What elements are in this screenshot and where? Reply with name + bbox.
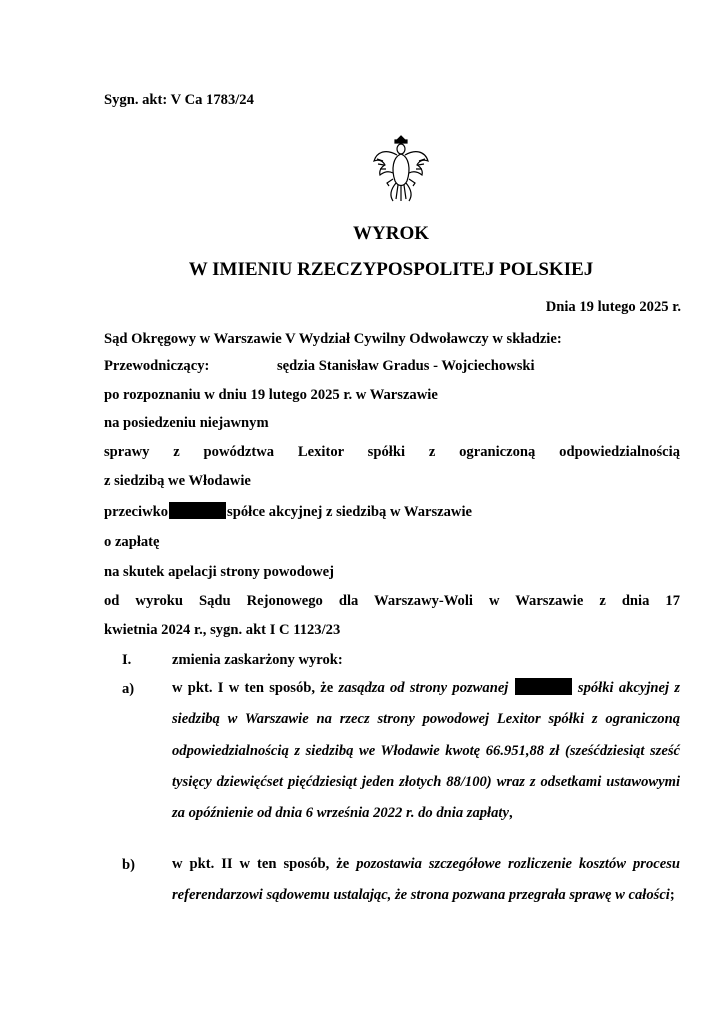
document-subtitle: W IMIENIU RZECZYPOSPOLITEJ POLSKIEJ (188, 259, 594, 280)
chair-label: Przewodniczący: (104, 358, 210, 374)
judgment-line-2: kwietnia 2024 r., sygn. akt I C 1123/23 (104, 622, 341, 638)
against-label: przeciwko (104, 504, 169, 520)
defendant-description: spółce akcyjnej z siedzibą w Warszawie (227, 504, 473, 520)
item-a-tail: , (508, 805, 513, 822)
item-b-italic-text: pozostawia szczegółowe rozliczenie kosztów procesu referendarzowi sądowemu ustalając, że strona pozwana przegrała sprawę w całości (172, 856, 680, 904)
item-a-italic-pre: zasądza od strony pozwanej (338, 680, 509, 696)
item-b-tail: ; (669, 887, 675, 904)
item-a-lead: w pkt. I w ten sposób, że (172, 680, 339, 696)
hearing-line: po rozpoznaniu w dniu 19 lutego 2025 r. w Warszawie (104, 387, 438, 403)
case-line-1: sprawy z powództwa Lexitor spółki z ograniczoną odpowiedzialnością (104, 444, 680, 460)
item-a-italic-post: spółki akcyjnej z siedzibą w Warszawie na rzecz strony powodowej Lexitor spółki z ograniczoną odpowiedzialnością z siedzibą we Włodawie kwotę 66.951,88 zł (sześćdziesiąt sześć tysięcy dziewięćset pięćdziesiąt jeden złotych 88/100) wraz z odsetkami ustawowymi za opóźnienie od dnia 6 września 2022 r. do dnia zapłaty (172, 680, 681, 822)
polish-eagle-emblem-icon (371, 133, 431, 205)
item-b-label: b) (122, 857, 135, 873)
subject-line: o zapłatę (104, 534, 160, 550)
item-b-body (172, 849, 680, 912)
court-composition: Sąd Okręgowy w Warszawie V Wydział Cywilny Odwoławczy w składzie: (104, 331, 562, 347)
judgment-date: Dnia 19 lutego 2025 r. (545, 299, 681, 315)
document-title: WYROK (353, 223, 429, 244)
item-b-lead: w pkt. II w ten sposób, że (172, 856, 357, 872)
case-line-2: z siedzibą we Włodawie (104, 473, 251, 489)
item-a-label: a) (122, 681, 135, 697)
chair-name: sędzia Stanisław Gradus - Wojciechowski (277, 358, 535, 374)
redaction-block (169, 502, 226, 519)
case-signature: Sygn. akt: V Ca 1783/24 (104, 92, 254, 108)
redaction-block (515, 678, 572, 695)
point-1-label: I. (122, 652, 132, 668)
session-line: na posiedzeniu niejawnym (104, 415, 269, 431)
judgment-line-1: od wyroku Sądu Rejonowego dla Warszawy-Woli w Warszawie z dnia 17 (104, 593, 680, 609)
appeal-line: na skutek apelacji strony powodowej (104, 564, 335, 580)
item-a-body (172, 673, 680, 829)
point-1-text: zmienia zaskarżony wyrok: (172, 652, 343, 668)
defendant-line (104, 502, 472, 521)
